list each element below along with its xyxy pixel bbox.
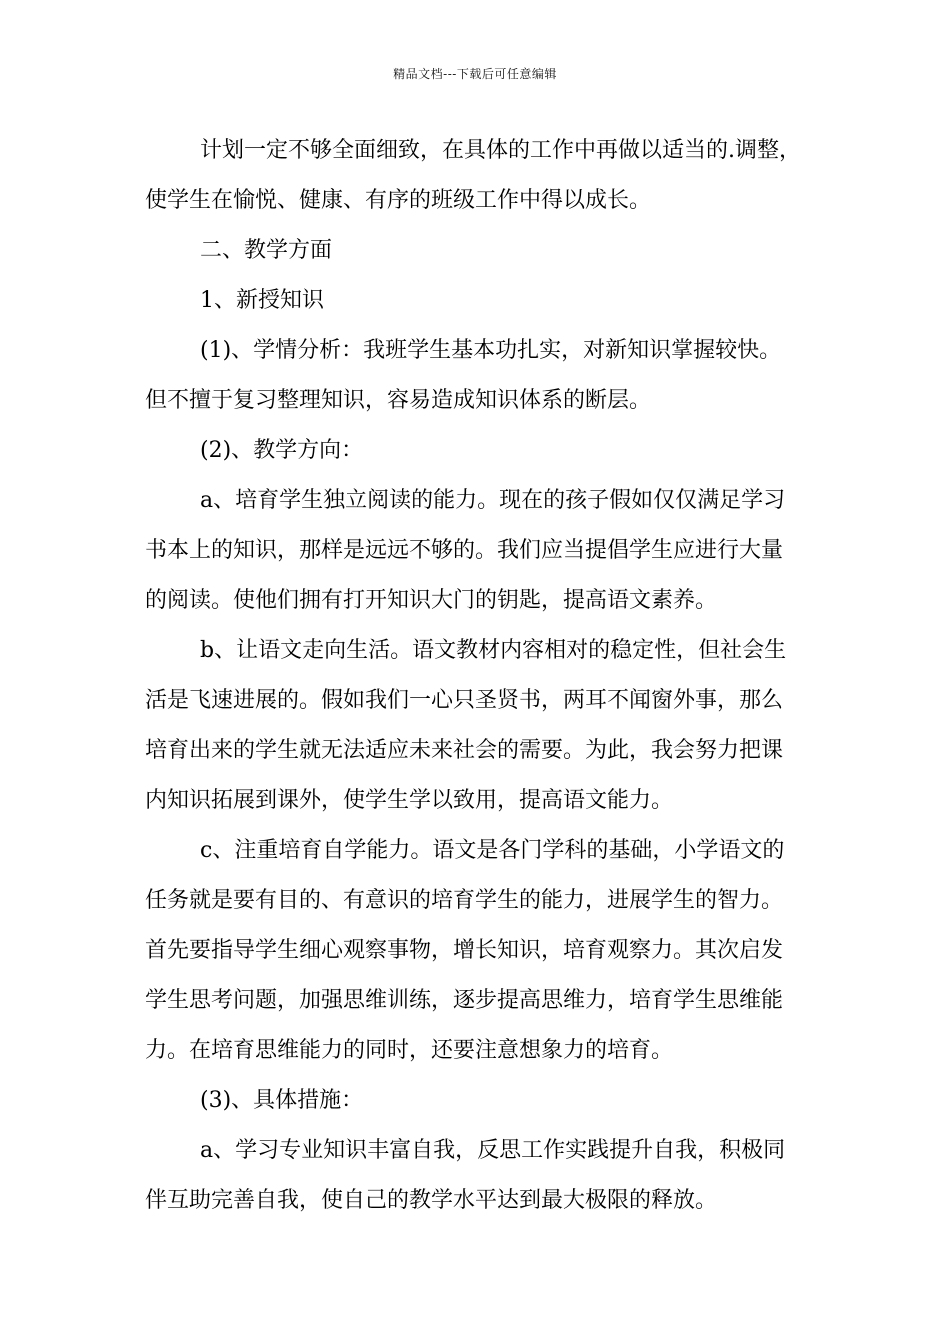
text-line: 活是飞速进展的。假如我们一心只圣贤书，两耳不闻窗外事，那么	[145, 688, 784, 713]
section-heading: 二、教学方面	[200, 238, 333, 263]
text-line: 书本上的知识，那样是远远不够的。我们应当提倡学生应进行大量	[145, 538, 784, 563]
text-line: 任务就是要有目的、有意识的培育学生的能力，进展学生的智力。	[145, 888, 784, 913]
page-header: 精品文档---下载后可任意编辑	[393, 67, 557, 81]
text-line: (2)、教学方向：	[200, 438, 364, 463]
text-line: 首先要指导学生细心观察事物，增长知识，培育观察力。其次启发	[145, 938, 784, 963]
text-line: 学生思考问题，加强思维训练，逐步提高思维力，培育学生思维能	[145, 988, 784, 1013]
text-line: a、学习专业知识丰富自我，反思工作实践提升自我，积极同	[200, 1138, 786, 1163]
text-line: 伴互助完善自我，使自己的教学水平达到最大极限的释放。	[145, 1188, 718, 1213]
text-line: a、培育学生独立阅读的能力。现在的孩子假如仅仅满足学习	[200, 488, 786, 513]
text-line: (1)、学情分析：我班学生基本功扎实，对新知识掌握较快。	[200, 338, 782, 363]
text-line: 培育出来的学生就无法适应未来社会的需要。为此，我会努力把课	[145, 738, 784, 763]
text-line: (3)、具体措施：	[200, 1088, 364, 1113]
text-line: b、让语文走向生活。语文教材内容相对的稳定性，但社会生	[200, 638, 787, 663]
subsection-heading: 1、新授知识	[200, 288, 324, 313]
text-line: 计划一定不够全面细致，在具体的工作中再做以适当的.调整，	[200, 138, 801, 163]
text-line: 的阅读。使他们拥有打开知识大门的钥匙，提高语文素养。	[145, 588, 718, 613]
text-line: 但不擅于复习整理知识，容易造成知识体系的断层。	[145, 388, 652, 413]
text-line: c、注重培育自学能力。语文是各门学科的基础，小学语文的	[200, 838, 785, 863]
text-line: 使学生在愉悦、健康、有序的班级工作中得以成长。	[145, 188, 652, 213]
text-line: 内知识拓展到课外，使学生学以致用，提高语文能力。	[145, 788, 674, 813]
text-line: 力。在培育思维能力的同时，还要注意想象力的培育。	[145, 1038, 674, 1063]
